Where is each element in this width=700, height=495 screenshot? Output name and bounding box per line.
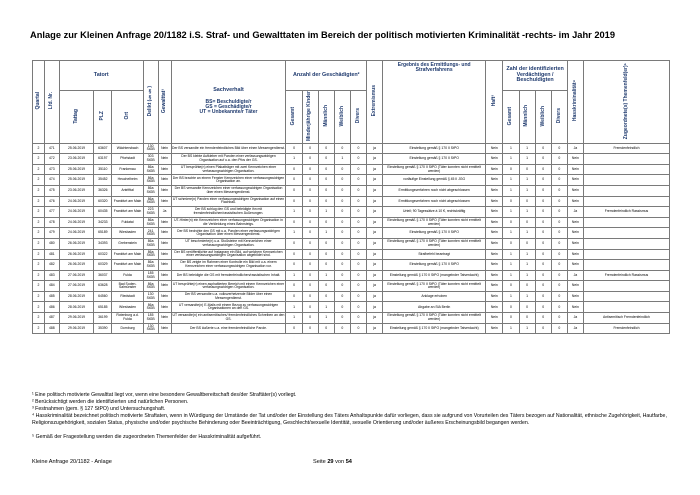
col-haft: Haft³ bbox=[486, 61, 503, 144]
table-row: 2 473 25.06.2019 35110 Frankenau 86a StGB Nein UT besprühte(n) einen Plakatträger mit zwei Kennzeichen einer verfassungswidrigen Organisation. 0 0 0 0 0 ja Einstellung gemäß § 170 II StPO (Täter konnten nicht ermittelt werden) Nein 0 0 0 0 Nein bbox=[33, 164, 670, 175]
table-row: 2 488 29.06.2019 35390 Dornburg 130 StGB Nein Der BS äußerte u.a. eine fremdenfeindliche Parole. 0 0 0 0 0 ja Einstellung gemäß § 170 II StPO (mangelnder Tatverdacht) Nein 1 1 0 0 Ja Fremdenfeindlich bbox=[33, 323, 670, 334]
page-number: Seite 29 von 54 bbox=[313, 459, 352, 465]
footnote-4: ⁴ Hasskriminalität bezeichnet politisch motivierte Straftaten, wenn in Würdigung der Umstände der Tat und/oder der Einstellung des Täters Anhaltspunkte dafür vorliegen, dass sie aufgrund von Vorurteilen des Täters bezogen auf Nationalität, ethnische Zugehörigkeit, Hautfarbe, Religionszugehörigkeit, sozialen Status, physische und/oder psychische Behinderung oder Beeinträchtigung, Geschlecht/sexuelle Identität, sexuelle Orientierung und/oder äußeres Erscheinungsbild begangen werden. bbox=[32, 413, 667, 427]
sachverhalt-legend: BS= Beschuldigte/r GS = Geschädigte/r UT = Unbekannte/r Täter bbox=[199, 98, 258, 116]
table-row: 2 475 23.06.2019 36326 Antrifttal 86a StGB Nein Der BS versandte Kennzeichen einer verfassungswidrigen Organisation über einen Messengerdienst. 0 0 0 0 0 ja Ermittlungsverfahren noch nicht abgeschlossen Nein 1 1 0 0 Nein bbox=[33, 185, 670, 196]
col-gs-minderjaehrige: Minderjährige Kinder bbox=[302, 91, 318, 144]
data-table bbox=[32, 60, 670, 334]
table-row: 2 484 27.06.2019 63628 Bad Soden-Salmünster 86a StGB Nein UT besprühte(n) einen asphaltierten Bereich mit einem Kennzeichen einer verfassungswidrigen Organisation. 0 0 0 0 0 ja Einstellung gemäß § 170 II StPO (Täter konnten nicht ermittelt werden) Nein 0 0 0 0 Nein bbox=[33, 281, 670, 292]
col-themenfeld: Zugeordnete(s) Themenfeld(er)⁵ bbox=[583, 61, 669, 144]
col-extremismus: Extremismus bbox=[367, 61, 383, 144]
col-gewalttat: Gewalttat¹ bbox=[158, 61, 171, 144]
col-group-anzahl-geschaedigt: Anzahl der Geschädigten² bbox=[286, 61, 367, 91]
table-row: 2 479 24.06.2019 65189 Wiesbaden 241 StGB Nein Der BS bedrohte den GS mit u.a. Parolen einer verfassungswidrigen Organisation über einen Messengerdienst. 1 0 1 0 0 ja Einstellung gemäß § 170 II StPO Nein 1 1 0 0 Nein bbox=[33, 228, 670, 239]
table-row: 2 481 26.06.2019 60322 Frankfurt am Main 86a StGB Nein Der BS veröffentlichte auf Instagram ein Bild, auf welchem Kennzeichen einer verfassungswidrigen Organisation abgebildet sind. 0 0 0 0 0 ja Strafbefehl beantragt Nein 1 1 0 0 Nein bbox=[33, 249, 670, 260]
table-row: 2 486 28.06.2019 65185 Wiesbaden 86a StGB Nein UT versandte(n) E-Mails mit einem Bezug zu verfassungswidrigen Organisationen an den GS. 1 0 1 0 0 ja Abgabe an StA Berlin Nein 0 0 0 0 Nein bbox=[33, 302, 670, 313]
col-gs-weiblich: Weiblich bbox=[334, 91, 350, 144]
table-row: 2 478 24.06.2019 34233 Fuldatal 86a StGB Nein UT-Hinter(n) ein Kennzeichen einer verfassungswidrigen Organisation in die Verkleidung eines Bahnsteigs. 0 0 0 0 0 ja Einstellung gemäß § 170 II StPO (Täter konnten nicht ermittelt werden) Nein 0 0 0 0 Nein bbox=[33, 217, 670, 228]
footer-left: Kleine Anfrage 20/1182 - Anlage bbox=[32, 459, 112, 465]
col-hasskriminalitaet: Hasskriminalität⁴ bbox=[567, 61, 583, 144]
table-row: 2 480 26.06.2019 34393 Grebenstein 86a StGB Nein UT beschmierte(n) u.a. Stoßsteine mit Kennzeichen einer verfassungswidrigen Organisation. 0 0 0 0 0 ja Einstellung gemäß § 170 II StPO (Täter konnten nicht ermittelt werden) Nein 0 0 0 0 Nein bbox=[33, 238, 670, 249]
col-group-zahl-verdaechtigen: Zahl der identifizierten Verdächtigen / Beschuldigten bbox=[503, 61, 567, 91]
col-tattag: Tattag bbox=[59, 91, 93, 144]
col-plz: PLZ bbox=[94, 91, 112, 144]
col-bs-gesamt: Gesamt bbox=[503, 91, 519, 144]
col-bs-maennlich: Männlich bbox=[519, 91, 535, 144]
col-gs-gesamt: Gesamt bbox=[286, 91, 302, 144]
footnote-2: ² Berücksichtigt werden die identifizierten und natürlichen Personen. bbox=[32, 399, 189, 405]
footnote-1: ¹ Eine politisch motivierte Gewalttat liegt vor, wenn eine besondere Gewaltbereitschaft des/der Straftäter(s) vorliegt. bbox=[32, 392, 297, 398]
table-row: 2 487 29.06.2019 36199 Rotenburg a.d. Fulda 185 StGB Nein UT versandte(n) ein antisemitisches/ fremdenfeindliches Schreiben an den GS. 1 0 1 0 0 ja Einstellung gemäß § 170 II StPO (Täter konnten nicht ermittelt werden) Nein 0 0 0 0 Ja Antisemitisch Fremdenfeindlich bbox=[33, 313, 670, 324]
sachverhalt-title: Sachverhalt bbox=[213, 87, 244, 94]
table-row: 2 477 24.06.2019 60435 Frankfurt am Main 223 StGB Ja Der BS schlug den GS und beleidigte ihn mit fremdenfeindlichen/rassistischen Äußerungen. 1 0 1 0 0 ja Urteil; 90 Tagessätze à 10 €, rechtskräftig Nein 1 1 0 0 Ja Fremdenfeindlich Rassismus bbox=[33, 207, 670, 218]
table-row: 2 483 27.06.2019 36037 Fulda 185 StGB Nein Der BS beleidigte die GS mit fremdenfeindlichen/rassistischen Inhalt. 1 0 1 0 0 ja Einstellung gemäß § 170 II StPO (mangelnder Tatverdacht) Nein 1 1 0 0 Ja Fremdenfeindlich Rassismus bbox=[33, 270, 670, 281]
col-bs-divers: Divers bbox=[551, 91, 567, 144]
table-row: 2 476 24.06.2019 60320 Frankfurt am Main 86a StGB Nein UT schmiere(n) Parolen einer verfassungswidrigen Organisation auf einen Flachbau. 0 0 0 0 0 ja Ermittlungsverfahren noch nicht abgeschlossen Nein 0 0 0 0 Nein bbox=[33, 196, 670, 207]
footnote-5: ⁵ Gemäß der Fragestellung werden die zugeordneten Themenfelder der Hasskriminalität aufgeführt. bbox=[32, 434, 262, 440]
document-title: Anlage zur Kleinen Anfrage 20/1182 i.S. Straf- und Gewalttaten im Bereich der politisch motivierten Kriminalität -rechts- im Jahr 2019 bbox=[30, 30, 616, 40]
col-bs-weiblich: Weiblich bbox=[535, 91, 551, 144]
col-ort: Ort bbox=[112, 91, 143, 144]
table-row: 2 485 28.06.2019 64560 Riedstadt 130 StGB Nein Der BS versandte u.a. volksverhetzende Bilder über einen Messengerdienst. 0 0 0 0 0 ja Anklage erhoben Nein 1 1 0 0 Nein bbox=[33, 291, 670, 302]
table-row: 2 471 25.06.2019 63607 Wächtersbach 130 StGB Nein Der BS versandte ein fremdenfeindliches Bild über einen Messengerdienst. 0 0 0 0 0 ja Einstellung gemäß § 170 II StPO Nein 1 1 0 0 Ja Fremdenfeindlich bbox=[33, 143, 670, 154]
table-row: 2 472 23.06.2019 63197 Pfortstadt 303 StGB Nein Der BS klebte Aufkleber mit Parolen einer verfassungswidrigen Organisation auf u.a. den Pfos der GS. 1 0 0 1 0 ja Einstellung gemäß § 170 II StPO Nein 1 1 0 0 Nein bbox=[33, 154, 670, 165]
col-gs-divers: Divers bbox=[350, 91, 366, 144]
col-quartal: Quartal bbox=[33, 61, 45, 144]
table-row: 2 482 26.06.2019 60329 Frankfurt am Main 86a StGB Nein Der BS zeigte im Rahmen einer Kontrolle ein Bild mit u.a. einem Kennzeichen einer verfassungswidrigen Organisation vor. 0 0 0 0 0 ja Einstellung gemäß § 170 II StPO Nein 1 1 0 0 Nein bbox=[33, 260, 670, 271]
footnote-3: ³ Festnahmen (gem. § 127 StPO) und Untersuchungshaft. bbox=[32, 406, 166, 412]
col-group-tatort: Tatort bbox=[59, 61, 143, 91]
col-lfd-nr: Lfd. Nr. bbox=[44, 61, 59, 144]
col-delikt: Delikt (§§) bbox=[143, 61, 158, 144]
col-gs-maennlich: Männlich bbox=[318, 91, 334, 144]
col-sachverhalt bbox=[171, 61, 286, 144]
table-row: 2 474 25.06.2019 35452 Heuchelheim 86a StGB Nein Der BS brachte an einem Fenster Kennzeichen einer verfassungswidrigen Organisation an. 0 0 0 0 0 ja vorläufige Einstellung gemäß § 45 II JGG Nein 1 1 0 0 Nein bbox=[33, 175, 670, 186]
col-ergebnis: Ergebnis des Ermittlungs- und Strafverfahrens bbox=[383, 61, 486, 144]
